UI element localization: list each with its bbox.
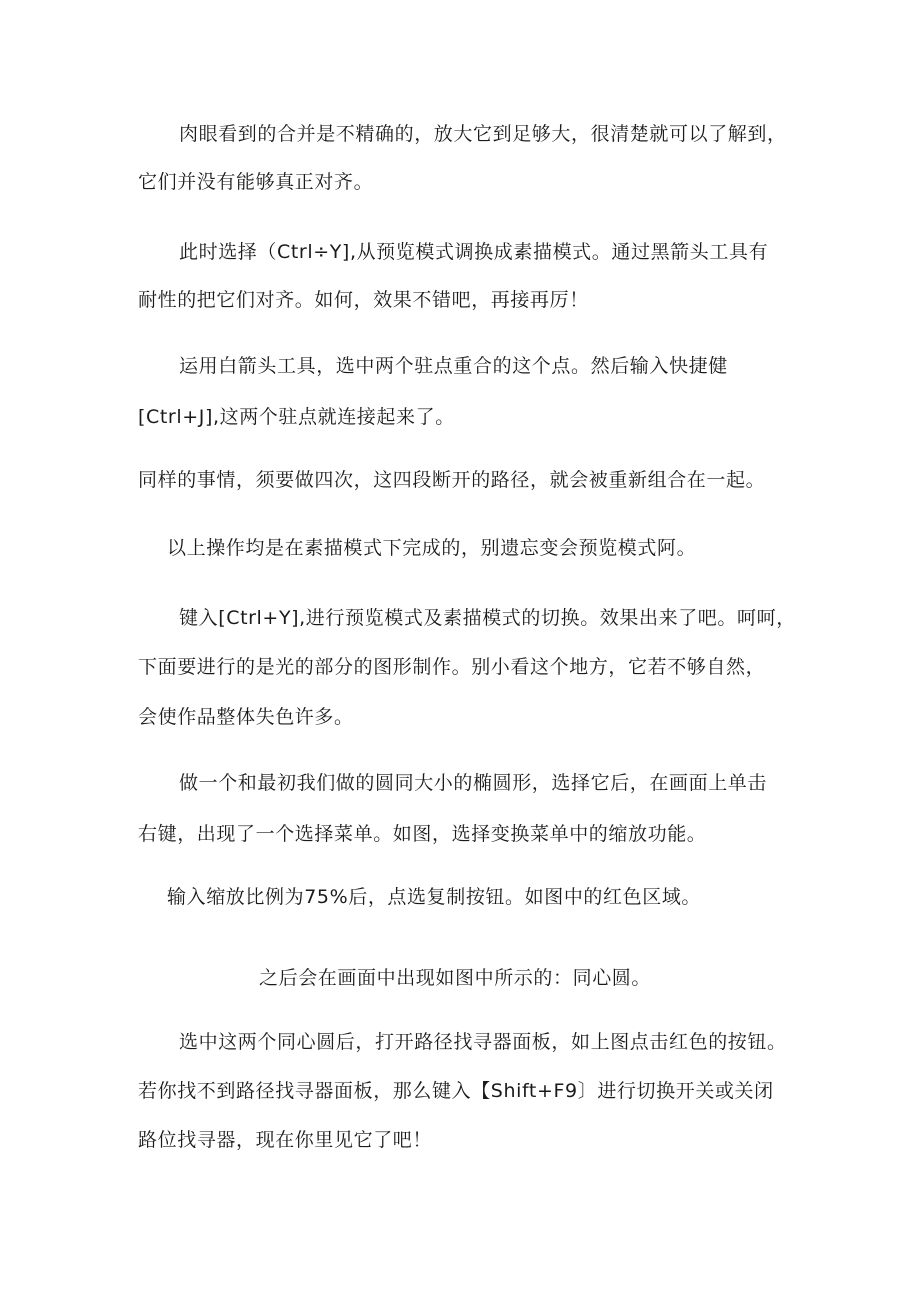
paragraph-6-line-2: 下面要进行的是光的部分的图形制作。别小看这个地方，它若不够自然， — [138, 656, 766, 678]
paragraph-6-line-3: 会使作品整体失色许多。 — [138, 706, 354, 728]
paragraph-3-line-2: [Ctrl+J],这两个驻点就连接起来了。 — [138, 406, 455, 428]
paragraph-4-line-1: 同样的事情，须要做四次，这四段断开的路径，就会被重新组合在一起。 — [138, 469, 766, 491]
paragraph-3-line-1: 运用白箭头工具，选中两个驻点重合的这个点。然后输入快捷健 — [179, 355, 728, 377]
paragraph-10-line-1: 选中这两个同心圆后，打开路径找寻器面板，如上图点击红色的按钮。 — [179, 1031, 787, 1053]
paragraph-6-line-1: 键入[Ctrl+Y],进行预览模式及素描模式的切换。效果出来了吧。呵呵， — [179, 607, 796, 629]
paragraph-2-line-2: 耐性的把它们对齐。如何，效果不错吧，再接再厉！ — [138, 289, 589, 311]
paragraph-10-line-3: 路位找寻器，现在你里见它了吧！ — [138, 1129, 433, 1151]
paragraph-9-line-1: 之后会在画面中出现如图中所示的：同心圆。 — [259, 967, 652, 989]
paragraph-10-line-2: 若你找不到路径找寻器面板，那么键入【Shift+F9〕进行切换开关或关闭 — [138, 1080, 774, 1102]
paragraph-7-line-1: 做一个和最初我们做的圆同大小的椭圆形，选择它后，在画面上单击 — [179, 772, 768, 794]
paragraph-1-line-2: 它们并没有能够真正对齐。 — [138, 171, 374, 193]
paragraph-7-line-2: 右键，出现了一个选择菜单。如图，选择变换菜单中的缩放功能。 — [138, 823, 707, 845]
paragraph-8-line-1: 输入缩放比例为75%后，点选复制按钮。如图中的红色区域。 — [167, 886, 702, 908]
paragraph-2-line-1: 此时选择（Ctrl÷Y],从预览模式调换成素描模式。通过黑箭头工具有 — [179, 241, 769, 263]
paragraph-1-line-1: 肉眼看到的合并是不精确的，放大它到足够大，很清楚就可以了解到， — [179, 123, 787, 145]
paragraph-5-line-1: 以上操作均是在素描模式下完成的，别遗忘变会预览模式阿。 — [167, 537, 697, 559]
